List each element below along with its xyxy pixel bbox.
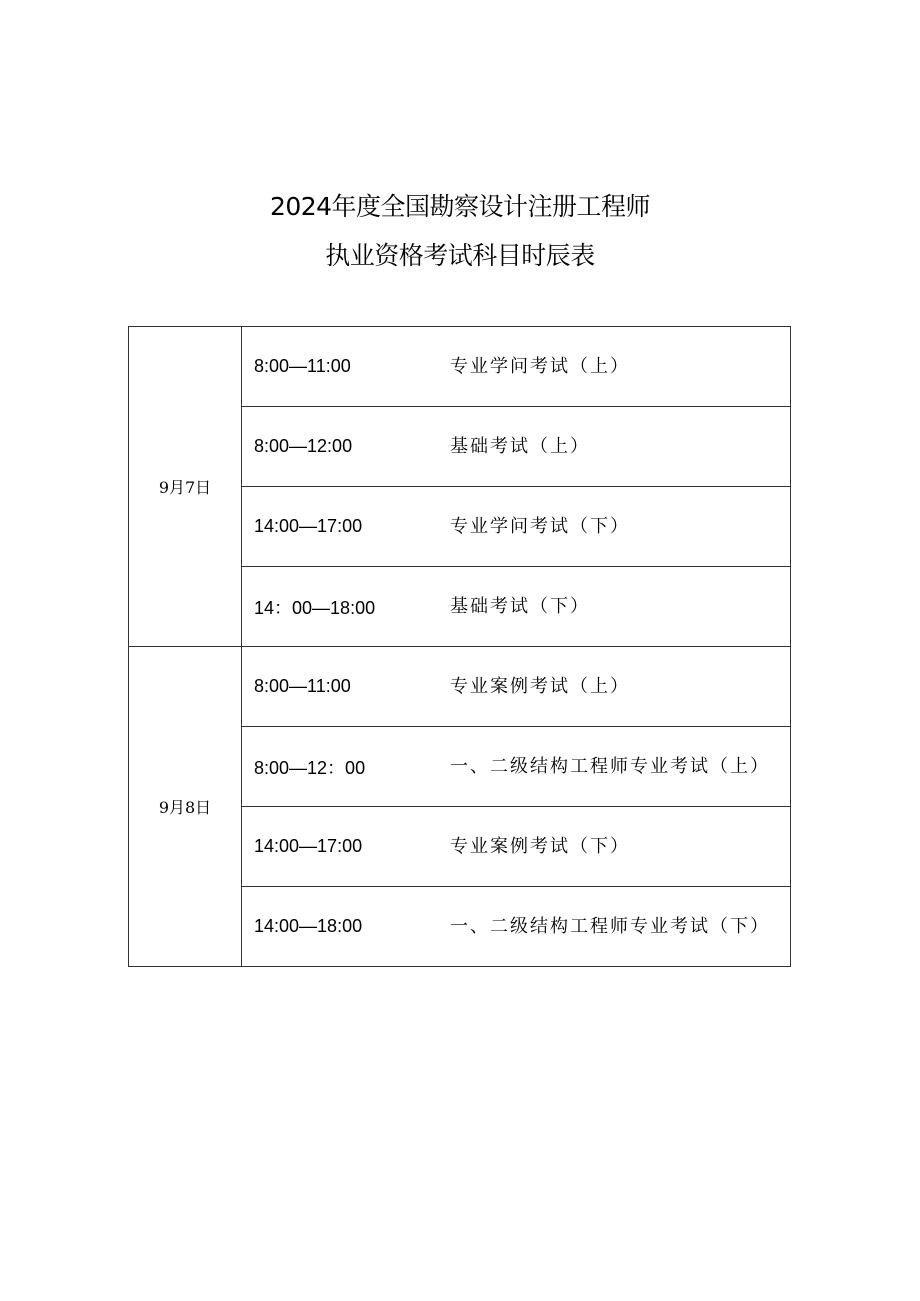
slot-cell xyxy=(242,407,791,487)
slot-cell xyxy=(242,487,791,567)
slot-cell xyxy=(242,727,791,807)
document-title-line-2: 执业资格考试科目时辰表 xyxy=(325,241,595,270)
exam-subject: 专业案例考试（下） xyxy=(450,835,630,857)
table-row xyxy=(129,647,791,727)
exam-time: 14:00—17:00 xyxy=(254,516,363,536)
exam-time: 14:00—18:00 xyxy=(254,916,363,936)
exam-subject: 基础考试（上） xyxy=(450,435,590,457)
exam-subject: 专业学问考试（上） xyxy=(450,355,630,377)
exam-time: 14:00—17:00 xyxy=(254,836,363,856)
exam-time: 8:00—12:00 xyxy=(254,436,353,456)
exam-subject: 一、二级结构工程师专业考试（上） xyxy=(450,755,770,777)
date-cell: 9月7日 xyxy=(129,327,242,647)
exam-schedule-table xyxy=(128,326,791,967)
document-title-line-1: 2024年度全国勘察设计注册工程师 xyxy=(269,192,651,221)
exam-subject: 专业学问考试（下） xyxy=(450,515,630,537)
date-cell: 9月8日 xyxy=(129,647,242,967)
exam-subject: 一、二级结构工程师专业考试（下） xyxy=(450,915,770,937)
exam-subject: 基础考试（下） xyxy=(450,595,590,617)
slot-cell xyxy=(242,887,791,967)
exam-time: 8:00—11:00 xyxy=(254,676,351,696)
exam-time: 8:00—11:00 xyxy=(254,356,351,376)
slot-cell xyxy=(242,327,791,407)
exam-time: 8:00—12：00 xyxy=(254,757,366,778)
exam-subject: 专业案例考试（上） xyxy=(450,675,630,697)
table-row xyxy=(129,327,791,407)
slot-cell xyxy=(242,567,791,647)
slot-cell xyxy=(242,807,791,887)
slot-cell xyxy=(242,647,791,727)
exam-time: 14：00—18:00 xyxy=(254,597,376,618)
